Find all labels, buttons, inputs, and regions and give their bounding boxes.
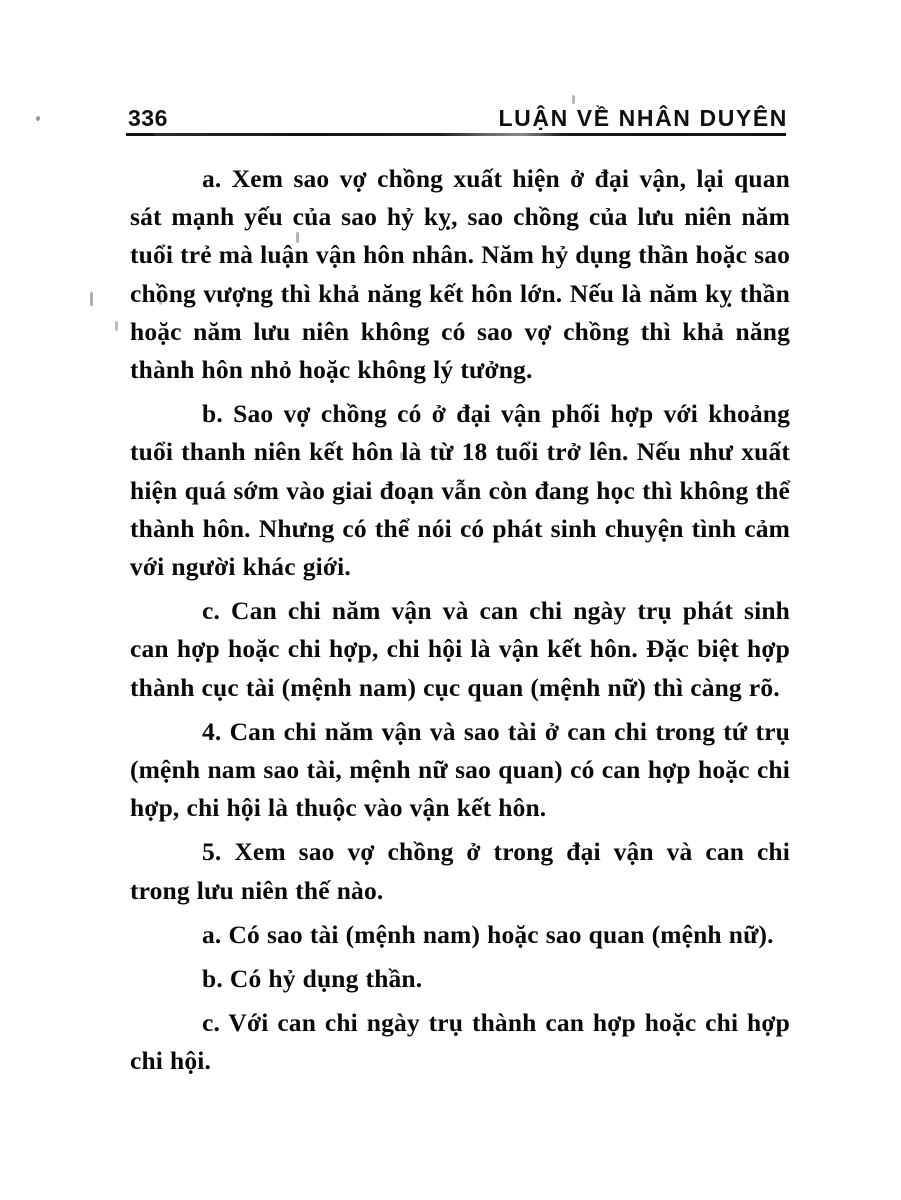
page-number: 336 [128, 105, 168, 131]
paragraph-item-5 [130, 833, 790, 909]
paragraph-c-1: c. Can chi năm vận và can chi ngày trụ phát sinh can hợp hoặc chi hợp, chi hội là vận kết hôn. Đặc biệt hợp thành cục tài (mệnh nam) cục quan (mệnh nữ) thì càng rõ. [130, 596, 790, 702]
paragraph-item-4-text: Can chi năm vận và sao tài ở can chi trong tứ trụ (mệnh nam sao tài, mệnh nữ sao quan) có can hợp hoặc chi hợp, chi hội là thuộc vào vận kết hôn. [130, 716, 790, 823]
paragraph-a-2: a. Có sao tài (mệnh nam) hoặc sao quan (mệnh nữ). [202, 919, 774, 949]
header-divider-rule [126, 133, 786, 136]
scan-artifact-speck [115, 321, 118, 331]
paragraph-a-1: a. Xem sao vợ chồng xuất hiện ở đại vận, lại quan sát mạnh yếu của sao hỷ kỵ, sao chồng của lưu niên năm tuổi trẻ mà luận vận hôn nhân. Năm hỷ dụng thần hoặc sao chồng vượng thì khả năng kết hôn lớn. Nếu là năm kỵ thần hoặc năm lưu niên không có sao vợ chồng thì khả năng thành hôn nhỏ hoặc không lý tưởng. [130, 164, 790, 385]
paragraph-c-2: c. Với can chi ngày trụ thành can hợp hoặc chi hợp chi hội. [130, 1008, 790, 1076]
list-marker-4: 4. [202, 716, 222, 746]
scan-artifact-speck [90, 292, 93, 306]
paragraph-b-2: b. Có hỷ dụng thần. [202, 964, 423, 994]
paragraph-b-1: b. Sao vợ chồng có ở đại vận phối hợp với khoảng tuổi thanh niên kết hôn là từ 18 tuổi trở lên. Nếu như xuất hiện quá sớm vào giai đoạn vẫn còn đang học thì không thể thành hôn. Nhưng có thể nói có phát sinh chuyện tình cảm với người khác giới. [130, 399, 790, 582]
running-title: LUẬN VỀ NHÂN DUYÊN [498, 105, 788, 131]
paragraph-item-5-text: Xem sao vợ chồng ở trong đại vận và can chi trong lưu niên thế nào. [130, 837, 790, 905]
running-head [128, 96, 788, 130]
list-marker-5: 5. [202, 837, 222, 867]
body-text-column [130, 160, 790, 1081]
scan-artifact-speck [35, 116, 40, 122]
paragraph-item-4 [130, 713, 790, 828]
